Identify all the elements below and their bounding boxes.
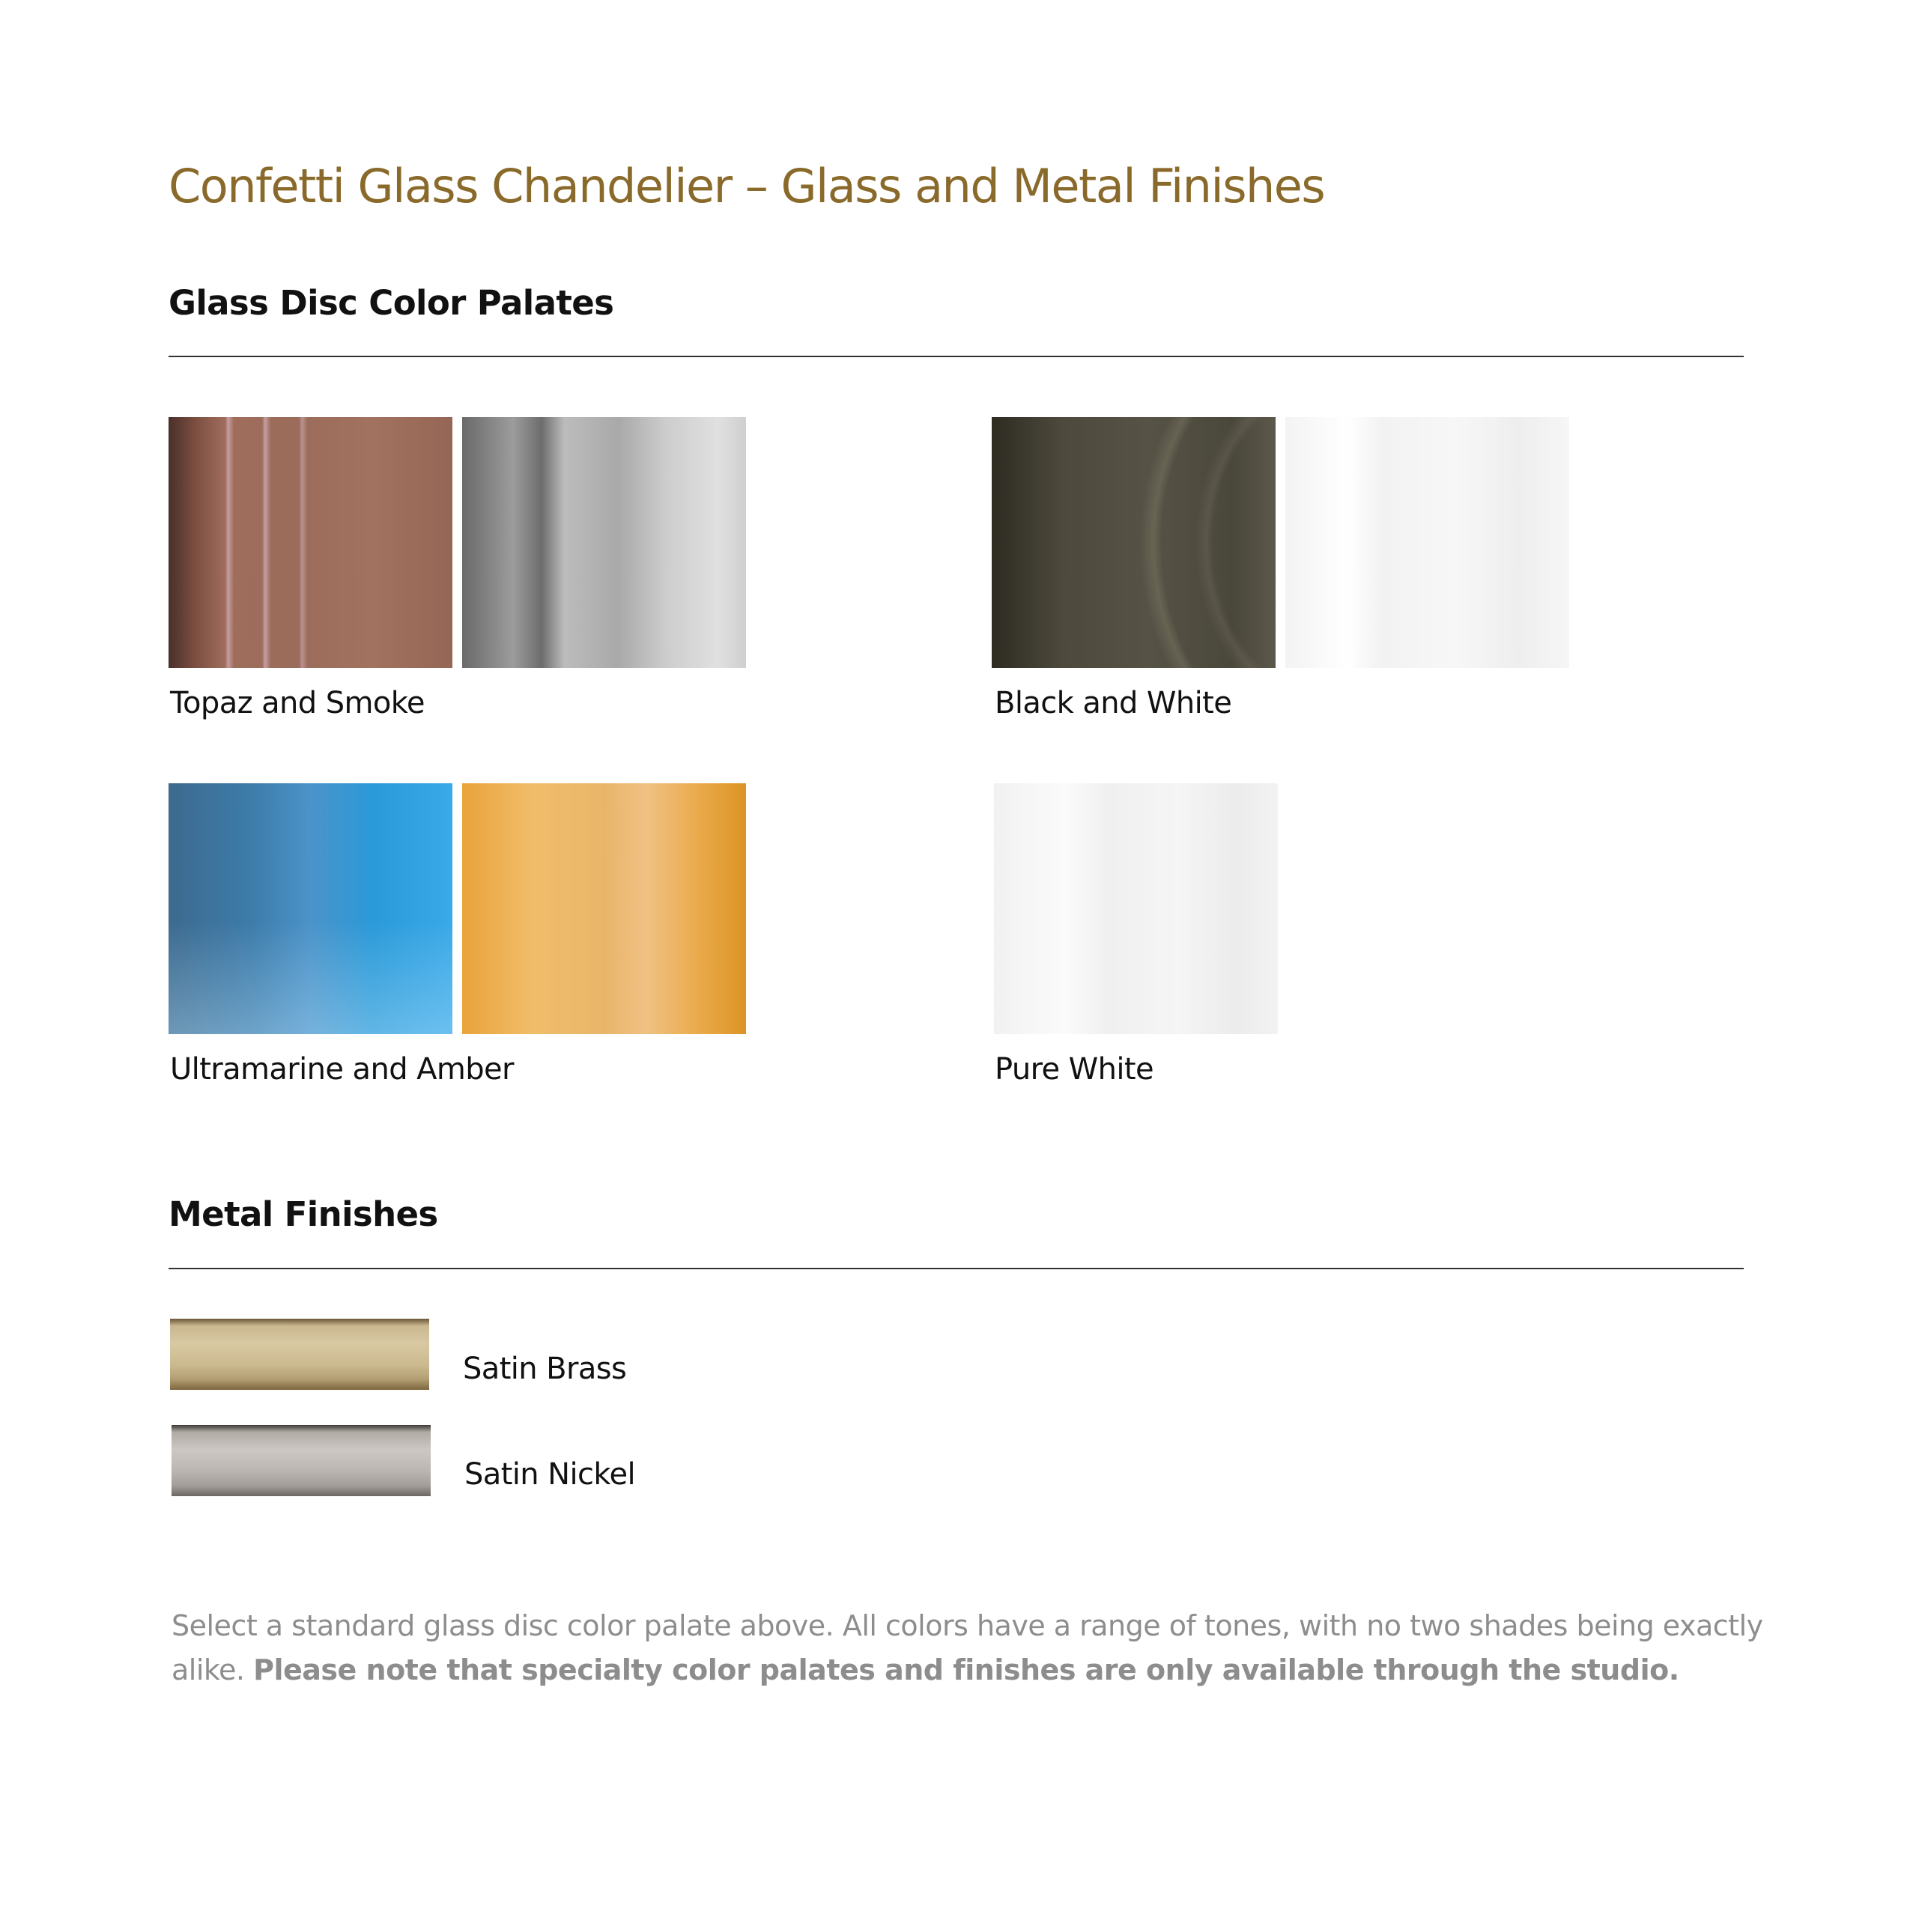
palette-label-pure-white: Pure White [995,1052,1153,1087]
footnote-text: Select a standard glass disc color palate above. All colors have a range of tones, with no two shades being exactly alike. [172,1609,1763,1686]
metal-section-heading: Metal Finishes [169,1194,438,1234]
footnote [172,1604,1789,1692]
swatch-amber [462,783,746,1034]
swatch-satin-brass [170,1319,429,1390]
swatch-satin-nickel [172,1425,431,1496]
swatch-pure-white [994,783,1278,1034]
palette-label-ultramarine-and-amber: Ultramarine and Amber [170,1052,514,1087]
finish-label-satin-brass: Satin Brass [463,1352,627,1386]
swatch-white [1285,417,1569,668]
palette-label-black-and-white: Black and White [995,686,1232,720]
metal-section-divider [169,1268,1744,1269]
palette-label-topaz-and-smoke: Topaz and Smoke [170,686,425,720]
swatch-black [992,417,1276,668]
finish-label-satin-nickel: Satin Nickel [464,1457,636,1492]
glass-section-divider [169,356,1744,357]
footnote-bold-note: Please note that specialty color palates and finishes are only available through the studio. [253,1653,1679,1686]
swatch-smoke [462,417,746,668]
page-title: Confetti Glass Chandelier – Glass and Metal Finishes [169,159,1325,213]
swatch-topaz [169,417,452,668]
swatch-ultramarine [169,783,452,1034]
glass-section-heading: Glass Disc Color Palates [169,283,614,323]
